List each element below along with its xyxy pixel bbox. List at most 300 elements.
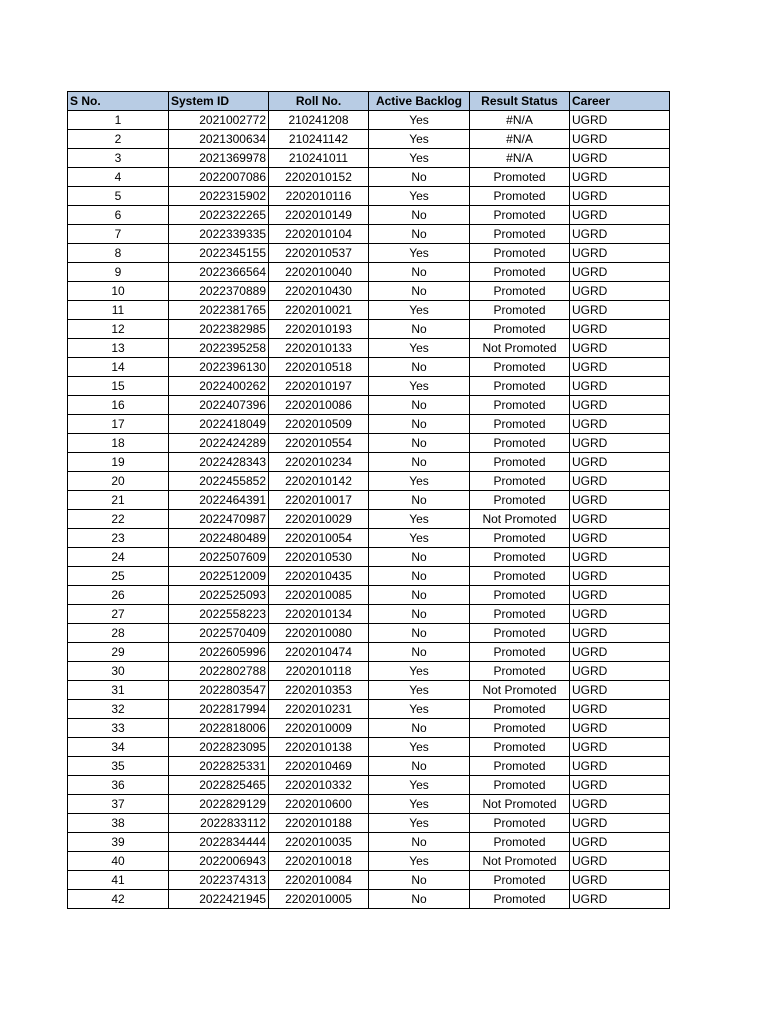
table-row bbox=[68, 358, 670, 377]
cell-career[interactable]: UGRD bbox=[570, 206, 670, 225]
cell-system-id[interactable]: 2022823095 bbox=[169, 738, 269, 757]
cell-active-backlog[interactable]: No bbox=[369, 206, 470, 225]
cell-s-no[interactable]: 32 bbox=[68, 700, 169, 719]
cell-system-id[interactable]: 2022470987 bbox=[169, 510, 269, 529]
cell-career[interactable]: UGRD bbox=[570, 890, 670, 909]
cell-result-status[interactable]: Promoted bbox=[470, 871, 570, 890]
cell-career[interactable]: UGRD bbox=[570, 624, 670, 643]
cell-active-backlog[interactable]: No bbox=[369, 757, 470, 776]
cell-result-status[interactable]: Promoted bbox=[470, 567, 570, 586]
cell-roll-no[interactable]: 2202010134 bbox=[269, 605, 369, 624]
cell-result-status[interactable]: Not Promoted bbox=[470, 795, 570, 814]
cell-active-backlog[interactable]: No bbox=[369, 586, 470, 605]
cell-s-no[interactable]: 21 bbox=[68, 491, 169, 510]
cell-roll-no[interactable]: 2202010086 bbox=[269, 396, 369, 415]
cell-active-backlog[interactable]: Yes bbox=[369, 738, 470, 757]
cell-s-no[interactable]: 14 bbox=[68, 358, 169, 377]
cell-roll-no[interactable]: 2202010149 bbox=[269, 206, 369, 225]
cell-s-no[interactable]: 42 bbox=[68, 890, 169, 909]
cell-s-no[interactable]: 41 bbox=[68, 871, 169, 890]
cell-s-no[interactable]: 40 bbox=[68, 852, 169, 871]
cell-roll-no[interactable]: 2202010430 bbox=[269, 282, 369, 301]
cell-active-backlog[interactable]: No bbox=[369, 168, 470, 187]
cell-roll-no[interactable]: 2202010231 bbox=[269, 700, 369, 719]
cell-active-backlog[interactable]: No bbox=[369, 833, 470, 852]
cell-result-status[interactable]: Promoted bbox=[470, 282, 570, 301]
cell-s-no[interactable]: 34 bbox=[68, 738, 169, 757]
cell-system-id[interactable]: 2022382985 bbox=[169, 320, 269, 339]
cell-s-no[interactable]: 1 bbox=[68, 111, 169, 130]
cell-career[interactable]: UGRD bbox=[570, 434, 670, 453]
table-row bbox=[68, 263, 670, 282]
cell-career[interactable]: UGRD bbox=[570, 586, 670, 605]
cell-s-no[interactable]: 16 bbox=[68, 396, 169, 415]
table-row bbox=[68, 567, 670, 586]
cell-career[interactable]: UGRD bbox=[570, 339, 670, 358]
cell-active-backlog[interactable]: No bbox=[369, 263, 470, 282]
cell-system-id[interactable]: 2022407396 bbox=[169, 396, 269, 415]
table-row bbox=[68, 168, 670, 187]
cell-career[interactable]: UGRD bbox=[570, 757, 670, 776]
cell-career[interactable]: UGRD bbox=[570, 301, 670, 320]
cell-s-no[interactable]: 15 bbox=[68, 377, 169, 396]
cell-roll-no[interactable]: 2202010009 bbox=[269, 719, 369, 738]
cell-active-backlog[interactable]: Yes bbox=[369, 301, 470, 320]
cell-s-no[interactable]: 30 bbox=[68, 662, 169, 681]
cell-result-status[interactable]: Promoted bbox=[470, 757, 570, 776]
cell-result-status[interactable]: Promoted bbox=[470, 225, 570, 244]
cell-system-id[interactable]: 2022006943 bbox=[169, 852, 269, 871]
cell-system-id[interactable]: 2022818006 bbox=[169, 719, 269, 738]
cell-system-id[interactable]: 2022605996 bbox=[169, 643, 269, 662]
cell-career[interactable]: UGRD bbox=[570, 643, 670, 662]
cell-career[interactable]: UGRD bbox=[570, 548, 670, 567]
cell-s-no[interactable]: 33 bbox=[68, 719, 169, 738]
cell-active-backlog[interactable]: Yes bbox=[369, 339, 470, 358]
table-row bbox=[68, 472, 670, 491]
table-row bbox=[68, 529, 670, 548]
cell-career[interactable]: UGRD bbox=[570, 320, 670, 339]
cell-result-status[interactable]: Promoted bbox=[470, 833, 570, 852]
cell-s-no[interactable]: 9 bbox=[68, 263, 169, 282]
cell-career[interactable]: UGRD bbox=[570, 472, 670, 491]
cell-roll-no[interactable]: 2202010104 bbox=[269, 225, 369, 244]
table-row bbox=[68, 852, 670, 871]
cell-career[interactable]: UGRD bbox=[570, 776, 670, 795]
table-row bbox=[68, 833, 670, 852]
cell-result-status[interactable]: Promoted bbox=[470, 700, 570, 719]
cell-system-id[interactable]: 2022370889 bbox=[169, 282, 269, 301]
cell-active-backlog[interactable]: Yes bbox=[369, 814, 470, 833]
table-row bbox=[68, 776, 670, 795]
table-row bbox=[68, 681, 670, 700]
cell-system-id[interactable]: 2022424289 bbox=[169, 434, 269, 453]
cell-roll-no[interactable]: 2202010142 bbox=[269, 472, 369, 491]
cell-career[interactable]: UGRD bbox=[570, 833, 670, 852]
cell-s-no[interactable]: 6 bbox=[68, 206, 169, 225]
cell-roll-no[interactable]: 2202010537 bbox=[269, 244, 369, 263]
cell-roll-no[interactable]: 2202010021 bbox=[269, 301, 369, 320]
cell-career[interactable]: UGRD bbox=[570, 263, 670, 282]
cell-career[interactable]: UGRD bbox=[570, 662, 670, 681]
table-row bbox=[68, 795, 670, 814]
cell-system-id[interactable]: 2022381765 bbox=[169, 301, 269, 320]
table-row bbox=[68, 225, 670, 244]
table-row bbox=[68, 738, 670, 757]
cell-roll-no[interactable]: 2202010332 bbox=[269, 776, 369, 795]
cell-system-id[interactable]: 2022817994 bbox=[169, 700, 269, 719]
cell-active-backlog[interactable]: Yes bbox=[369, 700, 470, 719]
cell-active-backlog[interactable]: No bbox=[369, 320, 470, 339]
cell-system-id[interactable]: 2022418049 bbox=[169, 415, 269, 434]
table-row bbox=[68, 453, 670, 472]
cell-system-id[interactable]: 2022421945 bbox=[169, 890, 269, 909]
table-row bbox=[68, 339, 670, 358]
cell-career[interactable]: UGRD bbox=[570, 453, 670, 472]
cell-s-no[interactable]: 4 bbox=[68, 168, 169, 187]
cell-system-id[interactable]: 2022802788 bbox=[169, 662, 269, 681]
cell-s-no[interactable]: 8 bbox=[68, 244, 169, 263]
cell-result-status[interactable]: Promoted bbox=[470, 244, 570, 263]
cell-active-backlog[interactable]: No bbox=[369, 871, 470, 890]
cell-roll-no[interactable]: 2202010554 bbox=[269, 434, 369, 453]
cell-career[interactable]: UGRD bbox=[570, 871, 670, 890]
cell-career[interactable]: UGRD bbox=[570, 187, 670, 206]
cell-system-id[interactable]: 2022558223 bbox=[169, 605, 269, 624]
table-row bbox=[68, 206, 670, 225]
cell-result-status[interactable]: Promoted bbox=[470, 206, 570, 225]
table-row bbox=[68, 871, 670, 890]
cell-system-id[interactable]: 2022464391 bbox=[169, 491, 269, 510]
cell-active-backlog[interactable]: Yes bbox=[369, 795, 470, 814]
cell-system-id[interactable]: 2021300634 bbox=[169, 130, 269, 149]
cell-career[interactable]: UGRD bbox=[570, 681, 670, 700]
cell-career[interactable]: UGRD bbox=[570, 719, 670, 738]
cell-active-backlog[interactable]: No bbox=[369, 415, 470, 434]
cell-career[interactable]: UGRD bbox=[570, 225, 670, 244]
cell-result-status[interactable]: Promoted bbox=[470, 415, 570, 434]
cell-s-no[interactable]: 18 bbox=[68, 434, 169, 453]
cell-system-id[interactable]: 2022803547 bbox=[169, 681, 269, 700]
cell-roll-no[interactable]: 210241208 bbox=[269, 111, 369, 130]
cell-active-backlog[interactable]: No bbox=[369, 225, 470, 244]
cell-career[interactable]: UGRD bbox=[570, 111, 670, 130]
cell-roll-no[interactable]: 2202010040 bbox=[269, 263, 369, 282]
header-result-status[interactable]: Result Status bbox=[470, 92, 570, 111]
cell-system-id[interactable]: 2021002772 bbox=[169, 111, 269, 130]
table-row bbox=[68, 434, 670, 453]
table-row bbox=[68, 719, 670, 738]
cell-result-status[interactable]: Promoted bbox=[470, 320, 570, 339]
table-row bbox=[68, 548, 670, 567]
cell-career[interactable]: UGRD bbox=[570, 415, 670, 434]
cell-s-no[interactable]: 19 bbox=[68, 453, 169, 472]
cell-result-status[interactable]: Promoted bbox=[470, 263, 570, 282]
cell-career[interactable]: UGRD bbox=[570, 130, 670, 149]
cell-roll-no[interactable]: 2202010152 bbox=[269, 168, 369, 187]
table-row bbox=[68, 320, 670, 339]
cell-active-backlog[interactable]: Yes bbox=[369, 852, 470, 871]
cell-system-id[interactable]: 2022366564 bbox=[169, 263, 269, 282]
cell-system-id[interactable]: 2022374313 bbox=[169, 871, 269, 890]
cell-roll-no[interactable]: 210241011 bbox=[269, 149, 369, 168]
cell-system-id[interactable]: 2022834444 bbox=[169, 833, 269, 852]
cell-active-backlog[interactable]: No bbox=[369, 719, 470, 738]
student-results-table bbox=[67, 91, 670, 909]
table-row bbox=[68, 662, 670, 681]
table-row bbox=[68, 624, 670, 643]
table-row bbox=[68, 814, 670, 833]
cell-career[interactable]: UGRD bbox=[570, 795, 670, 814]
cell-roll-no[interactable]: 2202010509 bbox=[269, 415, 369, 434]
cell-system-id[interactable]: 2022829129 bbox=[169, 795, 269, 814]
table-row bbox=[68, 890, 670, 909]
cell-result-status[interactable]: Promoted bbox=[470, 890, 570, 909]
cell-roll-no[interactable]: 2202010017 bbox=[269, 491, 369, 510]
cell-system-id[interactable]: 2022396130 bbox=[169, 358, 269, 377]
cell-roll-no[interactable]: 2202010518 bbox=[269, 358, 369, 377]
cell-career[interactable]: UGRD bbox=[570, 567, 670, 586]
cell-active-backlog[interactable]: Yes bbox=[369, 776, 470, 795]
cell-roll-no[interactable]: 2202010080 bbox=[269, 624, 369, 643]
cell-active-backlog[interactable]: Yes bbox=[369, 529, 470, 548]
cell-active-backlog[interactable]: No bbox=[369, 453, 470, 472]
cell-active-backlog[interactable]: Yes bbox=[369, 377, 470, 396]
cell-roll-no[interactable]: 2202010054 bbox=[269, 529, 369, 548]
cell-active-backlog[interactable]: Yes bbox=[369, 111, 470, 130]
cell-roll-no[interactable]: 2202010530 bbox=[269, 548, 369, 567]
header-active-backlog[interactable]: Active Backlog bbox=[369, 92, 470, 111]
cell-system-id[interactable]: 2022825465 bbox=[169, 776, 269, 795]
cell-system-id[interactable]: 2022570409 bbox=[169, 624, 269, 643]
cell-system-id[interactable]: 2022512009 bbox=[169, 567, 269, 586]
cell-system-id[interactable]: 2022480489 bbox=[169, 529, 269, 548]
cell-result-status[interactable]: Promoted bbox=[470, 187, 570, 206]
table-row bbox=[68, 586, 670, 605]
cell-roll-no[interactable]: 2202010353 bbox=[269, 681, 369, 700]
cell-active-backlog[interactable]: Yes bbox=[369, 187, 470, 206]
table-row bbox=[68, 491, 670, 510]
cell-roll-no[interactable]: 2202010197 bbox=[269, 377, 369, 396]
cell-result-status[interactable]: Promoted bbox=[470, 529, 570, 548]
cell-s-no[interactable]: 29 bbox=[68, 643, 169, 662]
cell-s-no[interactable]: 27 bbox=[68, 605, 169, 624]
cell-result-status[interactable]: Promoted bbox=[470, 472, 570, 491]
cell-result-status[interactable]: Promoted bbox=[470, 643, 570, 662]
cell-s-no[interactable]: 10 bbox=[68, 282, 169, 301]
header-system-id[interactable]: System ID bbox=[169, 92, 269, 111]
table-row bbox=[68, 605, 670, 624]
cell-active-backlog[interactable]: Yes bbox=[369, 244, 470, 263]
cell-result-status[interactable]: Promoted bbox=[470, 586, 570, 605]
cell-roll-no[interactable]: 2202010018 bbox=[269, 852, 369, 871]
cell-s-no[interactable]: 12 bbox=[68, 320, 169, 339]
cell-roll-no[interactable]: 2202010133 bbox=[269, 339, 369, 358]
cell-career[interactable]: UGRD bbox=[570, 738, 670, 757]
cell-roll-no[interactable]: 2202010474 bbox=[269, 643, 369, 662]
cell-s-no[interactable]: 13 bbox=[68, 339, 169, 358]
cell-active-backlog[interactable]: No bbox=[369, 605, 470, 624]
cell-system-id[interactable]: 2022315902 bbox=[169, 187, 269, 206]
cell-result-status[interactable]: Promoted bbox=[470, 377, 570, 396]
cell-roll-no[interactable]: 2202010138 bbox=[269, 738, 369, 757]
cell-result-status[interactable]: Promoted bbox=[470, 548, 570, 567]
cell-career[interactable]: UGRD bbox=[570, 491, 670, 510]
cell-active-backlog[interactable]: No bbox=[369, 643, 470, 662]
cell-career[interactable]: UGRD bbox=[570, 396, 670, 415]
cell-s-no[interactable]: 37 bbox=[68, 795, 169, 814]
cell-result-status[interactable]: #N/A bbox=[470, 130, 570, 149]
table-row bbox=[68, 187, 670, 206]
cell-system-id[interactable]: 2022525093 bbox=[169, 586, 269, 605]
cell-career[interactable]: UGRD bbox=[570, 377, 670, 396]
cell-roll-no[interactable]: 2202010085 bbox=[269, 586, 369, 605]
cell-system-id[interactable]: 2022825331 bbox=[169, 757, 269, 776]
cell-s-no[interactable]: 3 bbox=[68, 149, 169, 168]
cell-active-backlog[interactable]: Yes bbox=[369, 681, 470, 700]
cell-result-status[interactable]: Promoted bbox=[470, 301, 570, 320]
table-row bbox=[68, 244, 670, 263]
cell-system-id[interactable]: 2022507609 bbox=[169, 548, 269, 567]
cell-roll-no[interactable]: 2202010435 bbox=[269, 567, 369, 586]
cell-active-backlog[interactable]: No bbox=[369, 548, 470, 567]
cell-result-status[interactable]: Promoted bbox=[470, 605, 570, 624]
cell-result-status[interactable]: Promoted bbox=[470, 396, 570, 415]
cell-result-status[interactable]: Promoted bbox=[470, 168, 570, 187]
cell-s-no[interactable]: 22 bbox=[68, 510, 169, 529]
cell-roll-no[interactable]: 2202010005 bbox=[269, 890, 369, 909]
cell-s-no[interactable]: 25 bbox=[68, 567, 169, 586]
cell-career[interactable]: UGRD bbox=[570, 282, 670, 301]
cell-career[interactable]: UGRD bbox=[570, 605, 670, 624]
cell-system-id[interactable]: 2021369978 bbox=[169, 149, 269, 168]
cell-roll-no[interactable]: 2202010469 bbox=[269, 757, 369, 776]
cell-system-id[interactable]: 2022455852 bbox=[169, 472, 269, 491]
cell-career[interactable]: UGRD bbox=[570, 168, 670, 187]
cell-s-no[interactable]: 36 bbox=[68, 776, 169, 795]
cell-career[interactable]: UGRD bbox=[570, 149, 670, 168]
cell-s-no[interactable]: 28 bbox=[68, 624, 169, 643]
cell-career[interactable]: UGRD bbox=[570, 852, 670, 871]
cell-career[interactable]: UGRD bbox=[570, 814, 670, 833]
table-row bbox=[68, 396, 670, 415]
cell-active-backlog[interactable]: No bbox=[369, 624, 470, 643]
cell-career[interactable]: UGRD bbox=[570, 510, 670, 529]
cell-result-status[interactable]: Promoted bbox=[470, 453, 570, 472]
header-roll-no[interactable]: Roll No. bbox=[269, 92, 369, 111]
cell-active-backlog[interactable]: Yes bbox=[369, 472, 470, 491]
cell-active-backlog[interactable]: Yes bbox=[369, 130, 470, 149]
cell-career[interactable]: UGRD bbox=[570, 358, 670, 377]
cell-s-no[interactable]: 7 bbox=[68, 225, 169, 244]
cell-s-no[interactable]: 11 bbox=[68, 301, 169, 320]
cell-system-id[interactable]: 2022400262 bbox=[169, 377, 269, 396]
cell-result-status[interactable]: Not Promoted bbox=[470, 339, 570, 358]
cell-roll-no[interactable]: 2202010084 bbox=[269, 871, 369, 890]
cell-system-id[interactable]: 2022395258 bbox=[169, 339, 269, 358]
cell-active-backlog[interactable]: No bbox=[369, 491, 470, 510]
table-row bbox=[68, 700, 670, 719]
table-row bbox=[68, 149, 670, 168]
cell-system-id[interactable]: 2022833112 bbox=[169, 814, 269, 833]
cell-s-no[interactable]: 17 bbox=[68, 415, 169, 434]
cell-system-id[interactable]: 2022428343 bbox=[169, 453, 269, 472]
table-row bbox=[68, 301, 670, 320]
cell-result-status[interactable]: #N/A bbox=[470, 149, 570, 168]
cell-result-status[interactable]: Promoted bbox=[470, 662, 570, 681]
cell-roll-no[interactable]: 2202010234 bbox=[269, 453, 369, 472]
cell-s-no[interactable]: 31 bbox=[68, 681, 169, 700]
cell-active-backlog[interactable]: No bbox=[369, 396, 470, 415]
cell-result-status[interactable]: #N/A bbox=[470, 111, 570, 130]
cell-career[interactable]: UGRD bbox=[570, 700, 670, 719]
cell-result-status[interactable]: Promoted bbox=[470, 624, 570, 643]
cell-s-no[interactable]: 26 bbox=[68, 586, 169, 605]
cell-s-no[interactable]: 38 bbox=[68, 814, 169, 833]
cell-active-backlog[interactable]: No bbox=[369, 358, 470, 377]
cell-roll-no[interactable]: 2202010600 bbox=[269, 795, 369, 814]
cell-s-no[interactable]: 24 bbox=[68, 548, 169, 567]
cell-s-no[interactable]: 23 bbox=[68, 529, 169, 548]
table-row bbox=[68, 130, 670, 149]
cell-result-status[interactable]: Not Promoted bbox=[470, 510, 570, 529]
cell-active-backlog[interactable]: No bbox=[369, 890, 470, 909]
cell-result-status[interactable]: Promoted bbox=[470, 719, 570, 738]
cell-roll-no[interactable]: 2202010193 bbox=[269, 320, 369, 339]
cell-s-no[interactable]: 39 bbox=[68, 833, 169, 852]
table-row bbox=[68, 643, 670, 662]
cell-result-status[interactable]: Promoted bbox=[470, 814, 570, 833]
cell-career[interactable]: UGRD bbox=[570, 244, 670, 263]
cell-system-id[interactable]: 2022322265 bbox=[169, 206, 269, 225]
table-row bbox=[68, 757, 670, 776]
table-row bbox=[68, 111, 670, 130]
header-row bbox=[68, 92, 670, 111]
cell-system-id[interactable]: 2022345155 bbox=[169, 244, 269, 263]
cell-system-id[interactable]: 2022339335 bbox=[169, 225, 269, 244]
cell-result-status[interactable]: Promoted bbox=[470, 776, 570, 795]
cell-roll-no[interactable]: 2202010116 bbox=[269, 187, 369, 206]
cell-active-backlog[interactable]: No bbox=[369, 567, 470, 586]
cell-career[interactable]: UGRD bbox=[570, 529, 670, 548]
cell-active-backlog[interactable]: No bbox=[369, 282, 470, 301]
cell-result-status[interactable]: Promoted bbox=[470, 434, 570, 453]
header-career[interactable]: Career bbox=[570, 92, 670, 111]
cell-active-backlog[interactable]: Yes bbox=[369, 662, 470, 681]
cell-active-backlog[interactable]: Yes bbox=[369, 510, 470, 529]
cell-active-backlog[interactable]: Yes bbox=[369, 149, 470, 168]
cell-result-status[interactable]: Promoted bbox=[470, 358, 570, 377]
header-s-no[interactable]: S No. bbox=[68, 92, 169, 111]
table-row bbox=[68, 510, 670, 529]
cell-result-status[interactable]: Not Promoted bbox=[470, 681, 570, 700]
cell-system-id[interactable]: 2022007086 bbox=[169, 168, 269, 187]
cell-s-no[interactable]: 5 bbox=[68, 187, 169, 206]
cell-roll-no[interactable]: 210241142 bbox=[269, 130, 369, 149]
cell-roll-no[interactable]: 2202010035 bbox=[269, 833, 369, 852]
cell-roll-no[interactable]: 2202010029 bbox=[269, 510, 369, 529]
cell-roll-no[interactable]: 2202010118 bbox=[269, 662, 369, 681]
cell-result-status[interactable]: Promoted bbox=[470, 738, 570, 757]
cell-roll-no[interactable]: 2202010188 bbox=[269, 814, 369, 833]
cell-s-no[interactable]: 20 bbox=[68, 472, 169, 491]
cell-active-backlog[interactable]: No bbox=[369, 434, 470, 453]
cell-s-no[interactable]: 35 bbox=[68, 757, 169, 776]
cell-s-no[interactable]: 2 bbox=[68, 130, 169, 149]
cell-result-status[interactable]: Not Promoted bbox=[470, 852, 570, 871]
cell-result-status[interactable]: Promoted bbox=[470, 491, 570, 510]
table-row bbox=[68, 377, 670, 396]
